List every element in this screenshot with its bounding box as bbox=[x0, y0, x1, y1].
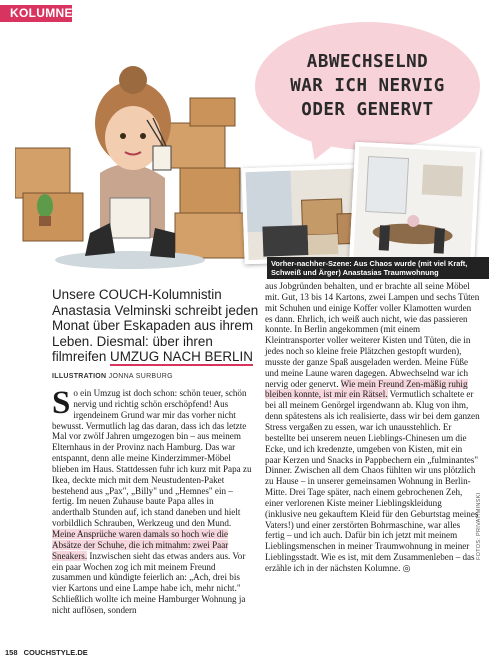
headline-line-3: ODER GENERVT bbox=[301, 100, 434, 120]
body-paragraph-right bbox=[265, 281, 480, 574]
pull-highlight: Meine Ansprüche waren damals so hoch wie die Absätze der Schuhe, die ich mitnahm: zwei Paar Sneakers. bbox=[52, 528, 229, 561]
page-number: 158 bbox=[5, 648, 18, 657]
headline-line-1: ABWECHSELND bbox=[306, 52, 429, 72]
hero-illustration bbox=[15, 28, 250, 273]
body-column-right bbox=[265, 281, 480, 574]
photo-caption: Vorher-nachher-Szene: Aus Chaos wurde (mit viel Kraft, Schweiß und Ärger) Anastasias Traumwohnung bbox=[267, 257, 489, 279]
headline-bubble bbox=[255, 22, 480, 150]
body-text: Inzwischen sieht das etwas anders aus. Vor ein paar Wochen zog ich mit meinem Freund zusammen und kündigte feierlich an: „Ach, drei bis vier Kartons und eine Lampe habe ich, mehr nicht." Schließlich wollte ich meine Hamburger Wohnung ja nicht auflösen, sondern bbox=[52, 550, 246, 615]
photo-credit: FOTOS: PRIVAT/MINSKI bbox=[476, 492, 482, 560]
credit-name: JONNA SURBURG bbox=[108, 373, 173, 380]
photo-after bbox=[349, 142, 480, 273]
lead-paragraph bbox=[52, 287, 262, 365]
body-column-left bbox=[52, 385, 252, 616]
headline-line-2: WAR ICH NERVIG bbox=[290, 76, 445, 96]
section-tag: KOLUMNE bbox=[0, 5, 72, 22]
page-footer bbox=[5, 648, 88, 657]
credit-label: ILLUSTRATION bbox=[52, 373, 107, 380]
body-text: o ein Umzug ist doch schon: schön teuer, schön nervig und richtig schön erschöpfend! Aus irgendeinem Grund war mir das vorher nicht bewusst. Vermutlich lag das daran, dass ich das letzte Mal vor zwölf Jahren umgezogen bin – aus meinem Elternhaus in der Provinz nach Hamburg. Das war entspannt, denn alle meine Kinderzimmer-Möbel blieben im Haus. Stattdessen fuhr ich kurz mit Papa zu Ikea, deckte mich mit dem Neustudenten-Paket bestehend aus „Pax", „Billy" und „Hemnes" ein – fertig. Im neuen Zuhause baute Papa alles in anderthalb Stunden auf, ich stand daneben und hielt vorbildlich Schrauben, Werkzeug und den Mund. bbox=[52, 388, 252, 529]
lead-highlight: UMZUG NACH BERLIN bbox=[110, 349, 253, 364]
body-text: Vermutlich schaltete er bei all meinem Genörgel irgendwann ab. Klug von ihm, denn spätestens als ich realisierte, dass wir bei dem ganzen Stress vergaßen zu essen, war ich unausstehlich. Er bestellte bei unserem neuen Lieblings-Chinesen um die Ecke, und ich kredenzte, umgeben von Kisten, mit ein paar Kerzen und Snacks in Pappbechern ein „fulminantes" Dinner. Zwischen all dem Chaos fühlten wir uns plötzlich zu Hause – in unserer gemeinsamen Wohnung in Berlin-Mitte. Drei Tage später, nach einem gebrochenen Zeh, einer verlorenen Kiste meiner Lieblingskleidung (inklusive neu gekauftem Kleid für den Geburtstag meines Vaters!) und einer zerstörten Bohrmaschine, war alles fertig – und ich auch. Dafür bin ich jetzt mit meinem Lieblingsmenschen in meiner Traumwohnung in meiner Lieblingsstadt. Wie es ist, mit dem Zusammenleben – das erzähle ich in der nächsten Kolumne. ◎ bbox=[265, 389, 480, 573]
body-text: aus Jobgründen behalten, und er brachte all seine Möbel mit. Gut, 13 bis 14 Kartons, zwei Lampen und sechs Tüten mit Schuhen und einige Koffer voller Klamotten wurden es dann. Ehrlich, ich weiß auch nicht, wie das passieren konnte. In Berlin angekommen (mit einem Kleintransporter voller weiterer Kisten und Tüten, die in jedes noch so kleine freie Plätzchen gestopft wurden), musste der ganze Spaß ausgeladen werden. Meine Füße und meine Laune waren dagegen. Abwechselnd war ich nervig oder genervt. bbox=[265, 281, 480, 389]
footer-site: COUCHSTYLE.DE bbox=[23, 648, 88, 657]
dropcap: S bbox=[52, 385, 71, 421]
illustration-credit bbox=[52, 373, 252, 380]
body-paragraph-left bbox=[52, 385, 252, 616]
lead-text: Unsere COUCH-Kolumnistin Anastasia Velminski schreibt jeden Monat über Eskapaden aus ihrem Leben. Diesmal: über ihren filmreifen bbox=[52, 287, 259, 364]
pull-highlight: Wie mein Freund Zen-mäßig ruhig bleiben konnte, ist mir ein Rätsel. bbox=[265, 378, 468, 400]
bubble-tail bbox=[302, 136, 332, 164]
